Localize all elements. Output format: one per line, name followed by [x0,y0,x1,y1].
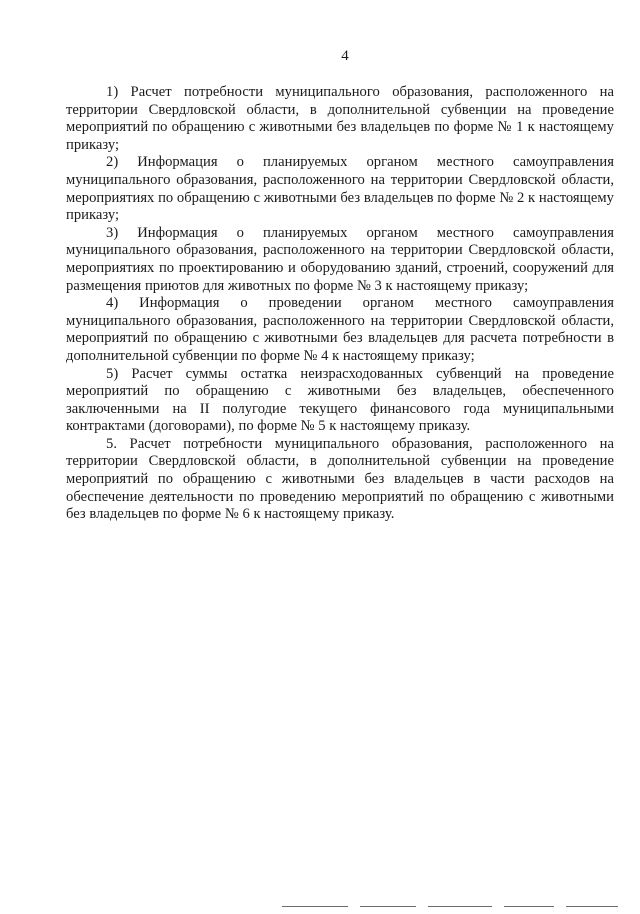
footer-rule-4 [504,906,554,907]
paragraph-item-6: 5. Расчет потребности муниципального образования, расположенного на территории Свердловской области, в дополнительной субвенции на проведение мероприятий по обращению с животными без владельцев в части расходов на обеспечение деятельности по проведению мероприятий по обращению с животными без владельцев по форме № 6 к настоящему приказу. [66,435,614,523]
paragraph-item-5: 5) Расчет суммы остатка неизрасходованных субвенций на проведение мероприятий по обращению с животными без владельцев, обеспеченного заключенными на II полугодие текущего финансового года муниципальными контрактами (договорами), по форме № 5 к настоящему приказу. [66,365,614,435]
footer-rule-2 [360,906,416,907]
footer-rule-5 [566,906,618,907]
page-number: 4 [341,48,349,64]
paragraph-item-2: 2) Информация о планируемых органом местного самоуправления муниципального образования, расположенного на территории Свердловской области, мероприятиях по обращению с животными без владельцев по форме № 2 к настоящему приказу; [66,154,614,224]
paragraph-item-1: 1) Расчет потребности муниципального образования, расположенного на территории Свердловской области, в дополнительной субвенции на проведение мероприятий по обращению с животными без владельцев по форме № 1 к настоящему приказу; [66,84,614,153]
document-body [66,84,614,524]
footer-rule-3 [428,906,492,907]
footer-rule-1 [282,906,348,907]
paragraph-item-3: 3) Информация о планируемых органом местного самоуправления муниципального образования, расположенного на территории Свердловской области, мероприятиях по проектированию и оборудованию зданий, строений, сооружений для размещения приютов для животных по форме № 3 к настоящему приказу; [66,224,614,294]
paragraph-item-4: 4) Информация о проведении органом местного самоуправления муниципального образования, расположенного на территории Свердловской области, мероприятий по обращению с животными без владельцев для расчета потребности в дополнительной субвенции по форме № 4 к настоящему приказу; [66,295,614,364]
